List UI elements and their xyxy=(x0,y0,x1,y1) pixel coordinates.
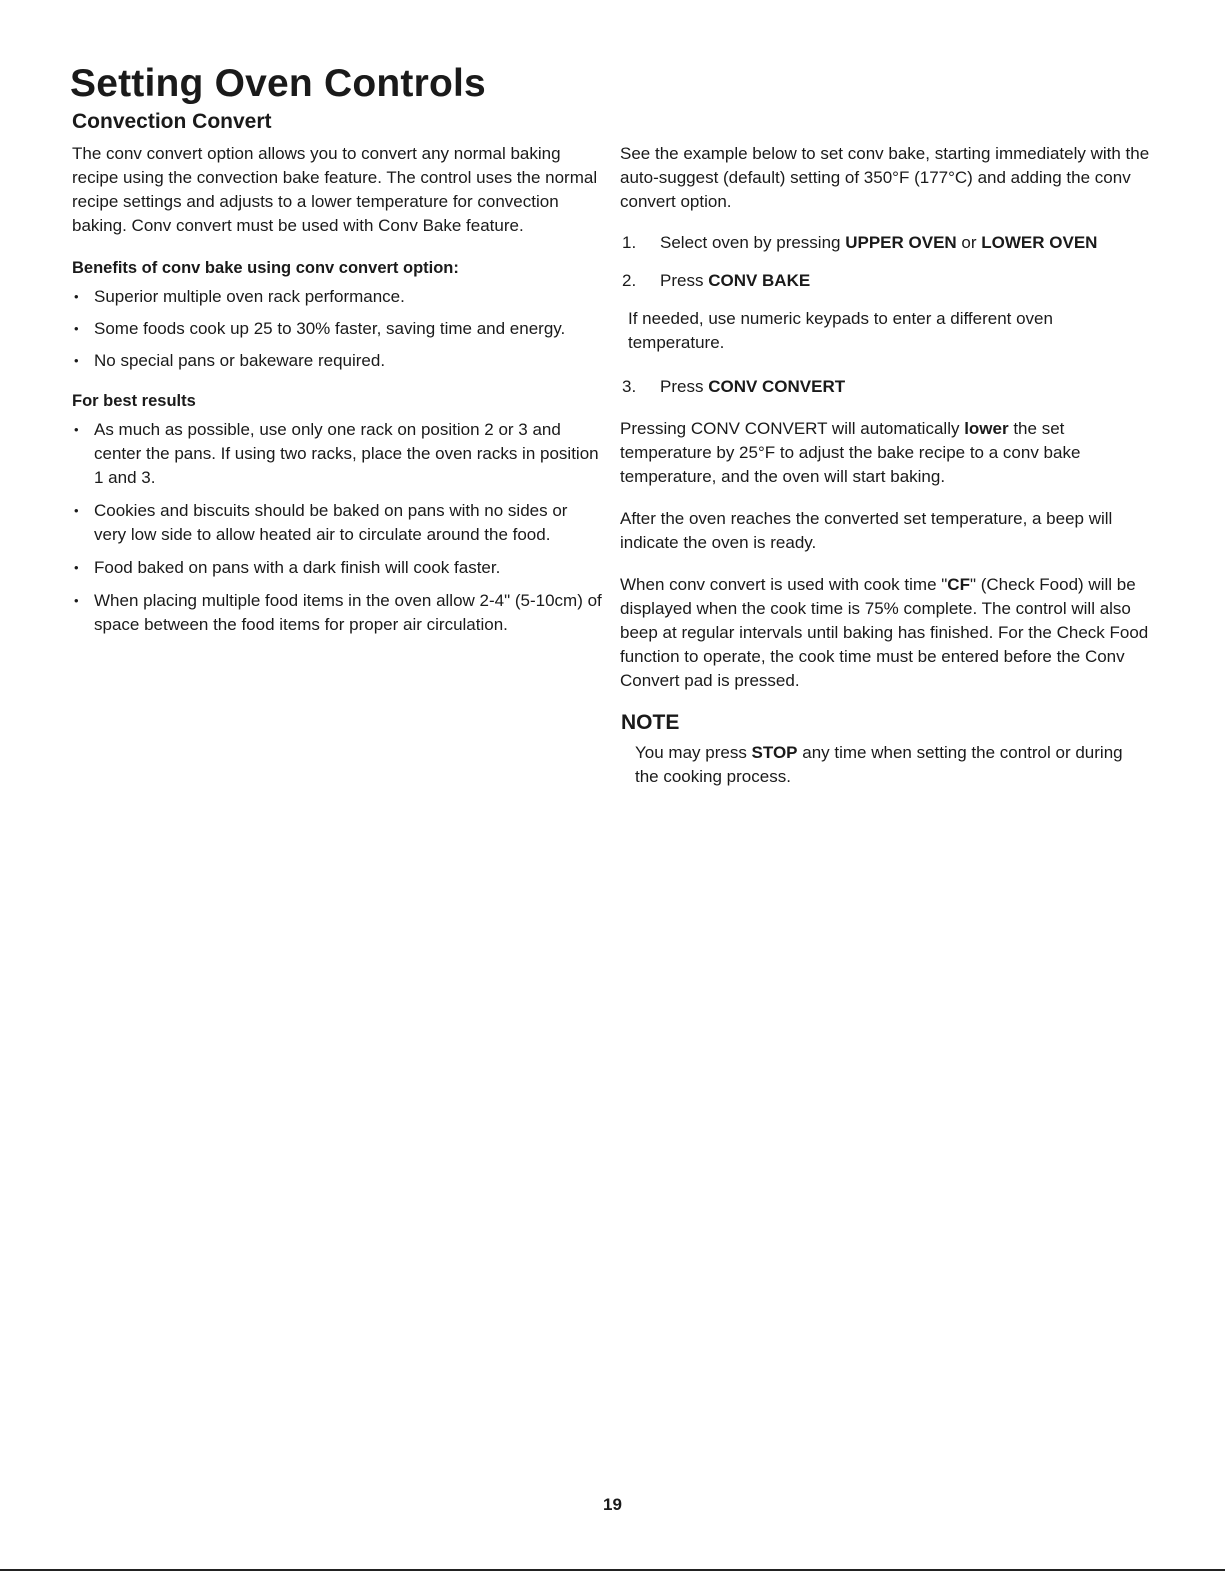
step-number: 2. xyxy=(622,271,637,290)
benefits-heading: Benefits of conv bake using conv convert option: xyxy=(72,259,459,277)
bullet-icon: • xyxy=(74,593,79,608)
step-number: 3. xyxy=(622,377,637,396)
ready-paragraph: After the oven reaches the converted set temperature, a beep will indicate the oven is ready. xyxy=(620,509,1113,552)
key-upper-oven: UPPER OVEN xyxy=(845,233,957,252)
right-column xyxy=(620,142,1150,789)
list-item: • Some foods cook up 25 to 30% faster, saving time and energy. xyxy=(72,317,602,341)
step-2-note: If needed, use numeric keypads to enter a different oven temperature. xyxy=(628,309,1053,352)
step-text: Press CONV CONVERT xyxy=(660,377,846,396)
key-conv-convert: CONV CONVERT xyxy=(708,377,846,396)
results-list xyxy=(72,418,602,637)
convert-paragraph: Pressing CONV CONVERT will automatically lower the set temperature by 25°F to adjust the bake recipe to a conv bake temperature, and the oven will start baking. xyxy=(620,419,1081,486)
step-text: Select oven by pressing UPPER OVEN or LOWER OVEN xyxy=(660,233,1098,252)
section-title: Convection Convert xyxy=(72,110,272,133)
step-text: Press CONV BAKE xyxy=(660,271,811,290)
check-food-paragraph: When conv convert is used with cook time "CF" (Check Food) will be displayed when the cook time is 75% complete. The control will also beep at regular intervals until baking has finished. For the Check Food function to operate, the cook time must be entered before the Conv Convert pad is pressed. xyxy=(620,575,1149,690)
list-item: • When placing multiple food items in the oven allow 2-4" (5-10cm) of space between the food items for proper air circulation. xyxy=(74,591,602,634)
note-heading: NOTE xyxy=(621,711,680,734)
bullet-icon: • xyxy=(74,560,79,575)
bullet-icon: • xyxy=(74,321,79,336)
bullet-icon: • xyxy=(74,422,79,437)
example-intro: See the example below to set conv bake, starting immediately with the auto-suggest (default) setting of 350°F (177°C) and adding the conv convert option. xyxy=(620,144,1150,211)
list-item: • Superior multiple oven rack performance. xyxy=(72,285,602,309)
bullet-icon: • xyxy=(74,353,79,368)
bullet-icon: • xyxy=(74,503,79,518)
step-1 xyxy=(620,231,1150,255)
list-item: • Food baked on pans with a dark finish will cook faster. xyxy=(72,556,602,580)
benefits-list xyxy=(72,285,602,373)
list-item: • Cookies and biscuits should be baked on pans with no sides or very low side to allow heated air to circulate around the food. xyxy=(74,501,568,544)
step-3 xyxy=(620,375,1150,399)
bottom-rule xyxy=(0,1569,1225,1571)
left-column xyxy=(72,142,602,646)
step-2 xyxy=(620,269,1150,293)
note-text: You may press STOP any time when setting the control or during the cooking process. xyxy=(635,743,1123,786)
intro-paragraph: The conv convert option allows you to convert any normal baking recipe using the convection bake feature. The control uses the normal recipe settings and adjusts to a lower temperature for convection baking. Conv convert must be used with Conv Bake feature. xyxy=(72,144,598,235)
key-stop: STOP xyxy=(751,743,798,762)
list-item: • No special pans or bakeware required. xyxy=(72,349,602,373)
list-item: • As much as possible, use only one rack on position 2 or 3 and center the pans. If using two racks, place the oven racks in position 1 and 3. xyxy=(74,420,599,487)
page-title: Setting Oven Controls xyxy=(70,62,486,105)
page-number: 19 xyxy=(603,1495,622,1514)
results-heading: For best results xyxy=(72,392,196,410)
step-number: 1. xyxy=(622,233,637,252)
key-conv-bake: CONV BAKE xyxy=(708,271,811,290)
bullet-icon: • xyxy=(74,289,79,304)
key-lower-oven: LOWER OVEN xyxy=(981,233,1098,252)
